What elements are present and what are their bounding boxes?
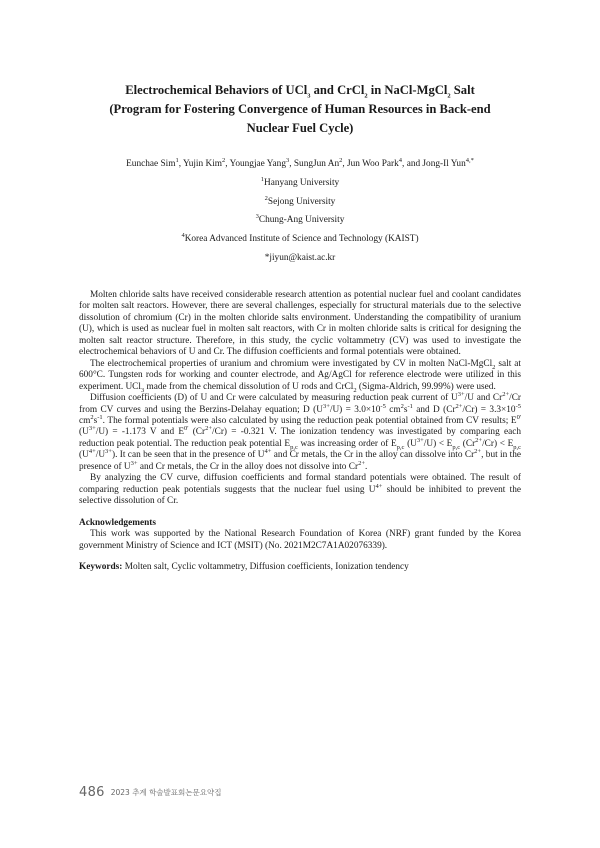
acknowledgements-text: This work was supported by the National Research Foundation of Korea (NRF) grant funded by the Korea government Ministry of Science and ICT (MSIT) (No. 2021M2C7A1A02076339).: [79, 529, 521, 551]
author: Eunchae Sim$^1$: [126, 156, 179, 169]
paper-title: [60, 81, 540, 138]
keywords: [79, 562, 521, 573]
corresponding-email[interactable]: *jiyun@kaist.ac.kr: [264, 253, 336, 263]
author: Jun Woo Park$^4$: [347, 156, 403, 169]
author: SungJun An$^2$: [293, 156, 343, 169]
keywords-text: Molten salt, Cyclic voltammetry, Diffusion coefficients, Ionization tendency: [122, 561, 409, 572]
author-list: Eunchae Sim$^1$, Yujin Kim$^2$, Youngjae Yang$^3$, SungJun An$^2$, Jun Woo Park$^4$, and Jong-Il Yun$^{4,*}$: [126, 156, 474, 169]
author: Yujin Kim$^2$: [183, 156, 226, 169]
title-line-2: (Program for Fostering Convergence of Human Resources in Back-end: [109, 102, 491, 116]
author: and Jong-Il Yun$^{4,*}$: [406, 156, 474, 169]
affiliation-1: $^1$Hanyang University: [260, 175, 340, 188]
affiliation-4: $^4$Korea Advanced Institute of Science and Technology (KAIST): [181, 231, 419, 244]
page-number: 486: [79, 785, 105, 800]
abstract-body: [79, 290, 521, 573]
acknowledgements-heading: Acknowledgements: [79, 517, 156, 528]
keywords-label: Keywords:: [79, 561, 123, 572]
proceedings-title: 2023 추계 학술발표회논문요약집: [110, 788, 222, 797]
page-footer: [79, 781, 222, 800]
author: Youngjae Yang$^3$: [229, 156, 290, 169]
paragraph-conclusion: By analyzing the CV curve, diffusion coefficients and formal standard potentials were obtained. The result of comparing reduction peak potentials suggests that the nuclear fuel using $U^{4+}$ should be inhibited to prevent the selective dissolution of Cr.: [79, 473, 521, 507]
title-line-1: Electrochemical Behaviors of UCl$_3$ and CrCl$_2$ in NaCl-MgCl$_2$ Salt: [125, 83, 475, 100]
title-line-3: Nuclear Fuel Cycle): [246, 121, 354, 135]
affiliation-2: $^2$Sejong University: [264, 194, 336, 207]
paragraph-methods: The electrochemical properties of uranium and chromium were investigated by CV in molten NaCl-MgCl$_2$ salt at 600°C. Tungsten rods for working and counter electrode, and Ag/AgCl for reference electrode were utilized in this experiment. UCl$_3$ made from the chemical dissolution of U rods and CrCl$_2$ (Sigma-Aldrich, 99.99%) were used.: [79, 358, 521, 394]
paragraph-intro: Molten chloride salts have received considerable research attention as potential nuclear fuel and coolant candidates for molten salt reactors. However, there are several challenges, especially for structural materials due to the selective dissolution of chromium (Cr) in the molten chloride salts environment. Understanding the compatibility of uranium (U), which is used as nuclear fuel in molten salt reactors, with Cr in molten chloride salts is critical for designing the molten salt reactor structure. Therefore, in this study, the cyclic voltammetry (CV) was used to investigate the electrochemical behaviors of U and Cr. The diffusion coefficients and formal potentials were obtained.: [79, 290, 521, 358]
paragraph-results: Diffusion coefficients (D) of U and Cr were calculated by measuring reduction peak current of $U^{3+}/U$ and $Cr^{2+}/Cr$ from CV curves and using the Berzins-Delahay equation; D $(U^{3+}/U) = 3.0\times 10^{-5}$ $cm^2s^{-1}$ and D $(Cr^{2+}/Cr) = 3.3\times 10^{-5}$ $cm^2s^{-1}$. The formal potentials were also calculated by using the reduction peak potential obtained from CV results; $E^{0'}$ $(U^{3+}/U) = -1.173$ V and $E^{0'}$ $(Cr^{2+}/Cr) = -0.321$ V. The ionization tendency was investigated by comparing each reduction peak potential. The reduction peak potential $E_{p,c}$ was increasing order of $E_{p,c}$ $(U^{3+}/U) < E_{p,c}$ $(Cr^{2+}/Cr) < E_{p,c}$ $(U^{4+}/U^{3+})$. It can be seen that in the presence of $U^{4+}$ and Cr metals, the Cr in the alloy can dissolve into $Cr^{2+}$, but in the presence of $U^{3+}$ and Cr metals, the Cr in the alloy does not dissolve into $Cr^{2+}$.: [79, 390, 522, 472]
affiliation-3: $^3$Chung-Ang University: [255, 212, 345, 225]
